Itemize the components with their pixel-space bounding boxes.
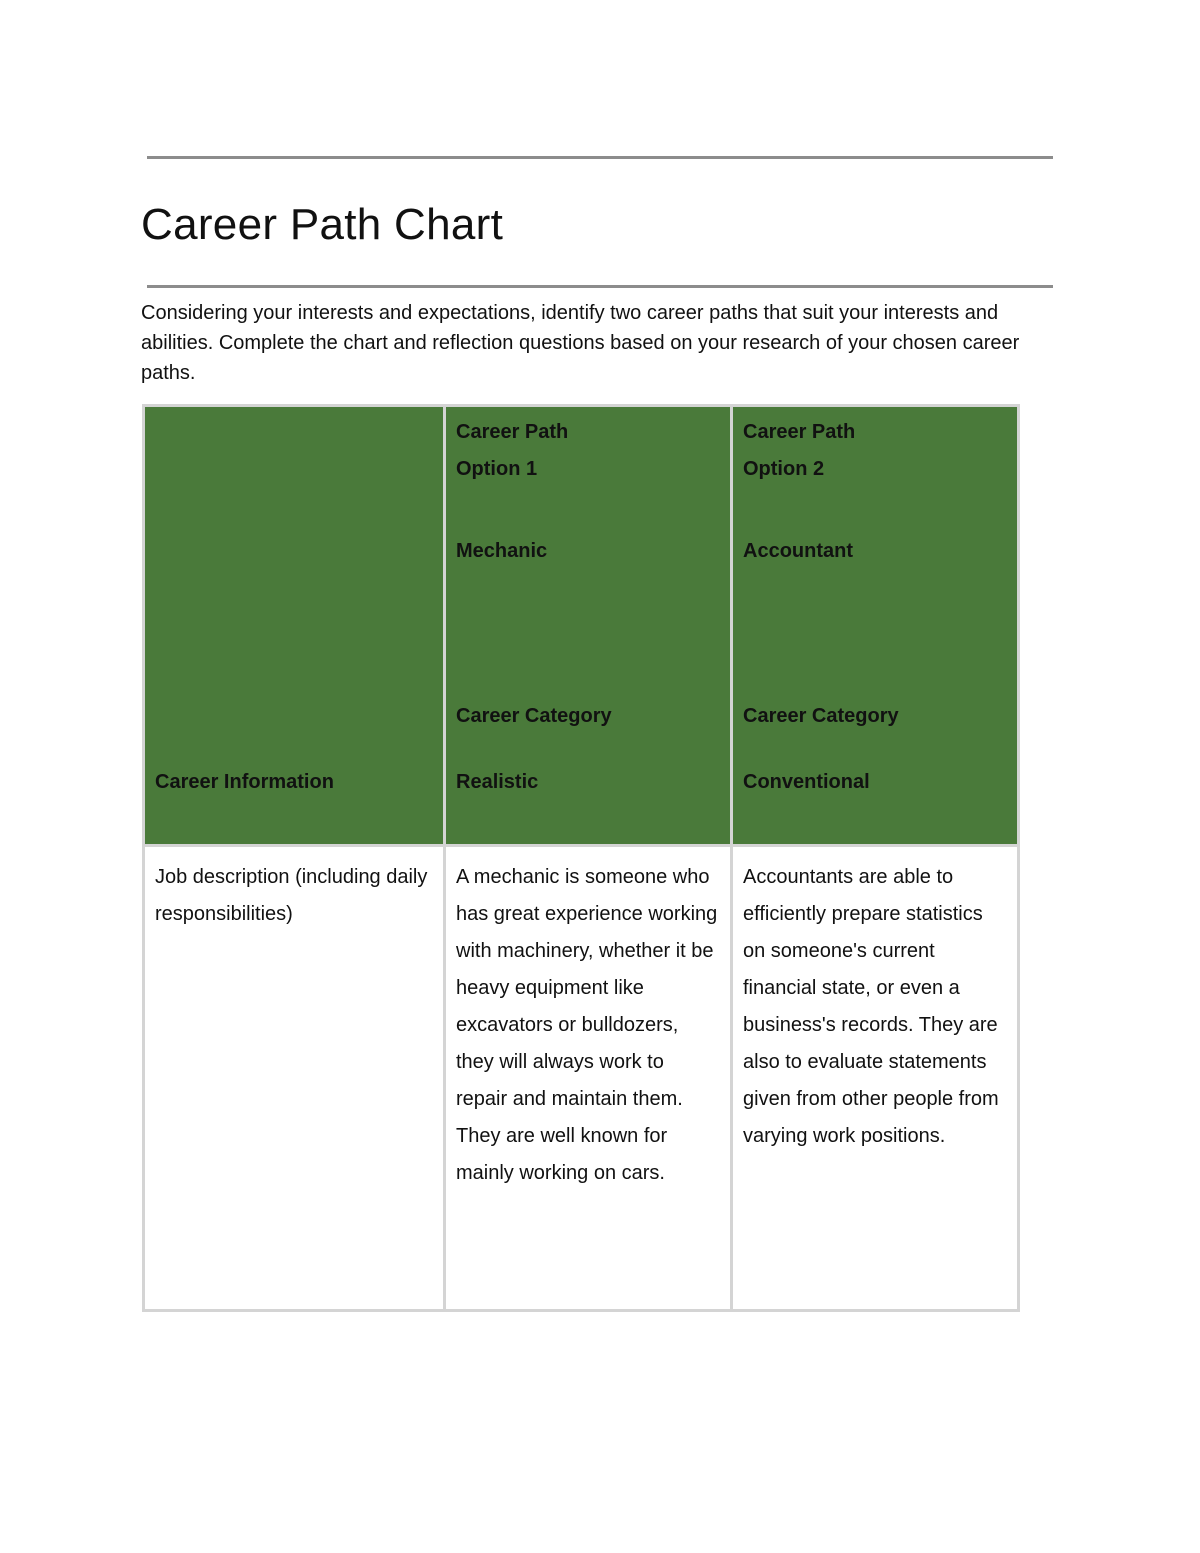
option-2-job-description-cell: Accountants are able to efficiently prepare statistics on someone's current financial state, or even a business's records. They are also to evaluate statements given from other people from varying work positions. [732, 846, 1019, 1311]
option-2-category-label: Career Category [743, 705, 899, 727]
option-1-category-value: Realistic [456, 771, 539, 793]
option-2-heading-line2: Option 2 [743, 458, 825, 480]
option-1-category-label: Career Category [456, 705, 612, 727]
title-divider [147, 285, 1053, 288]
table-row [144, 846, 1019, 1311]
job-description-label-cell: Job description (including daily responsibilities) [144, 846, 445, 1311]
career-path-table [142, 404, 1020, 1312]
option-1-job-description-cell: A mechanic is someone who has great experience working with machinery, whether it be heavy equipment like excavators or bulldozers, they will always work to repair and maintain them. They are well known for mainly working on cars. [445, 846, 732, 1311]
option-1-heading [456, 414, 720, 488]
option-2-career-name: Accountant [743, 540, 853, 562]
option-1-career-name: Mechanic [456, 540, 548, 562]
instructions-paragraph: Considering your interests and expectations, identify two career paths that suit your interests and abilities. Complete the chart and reflection questions based on your research of your chosen career paths. [141, 302, 1020, 384]
header-cell-option-2 [732, 406, 1019, 846]
page-title: Career Path Chart [141, 200, 504, 249]
option-1-heading-line2: Option 1 [456, 458, 538, 480]
header-cell-option-1 [445, 406, 732, 846]
option-2-heading-line1: Career Path [743, 421, 856, 443]
option-2-category-value: Conventional [743, 771, 870, 793]
row-label-header: Career Information [155, 771, 334, 793]
option-1-heading-line1: Career Path [456, 421, 569, 443]
table-header-row [144, 406, 1019, 846]
option-2-heading [743, 414, 1007, 488]
header-cell-career-information [144, 406, 445, 846]
top-divider [147, 156, 1053, 159]
